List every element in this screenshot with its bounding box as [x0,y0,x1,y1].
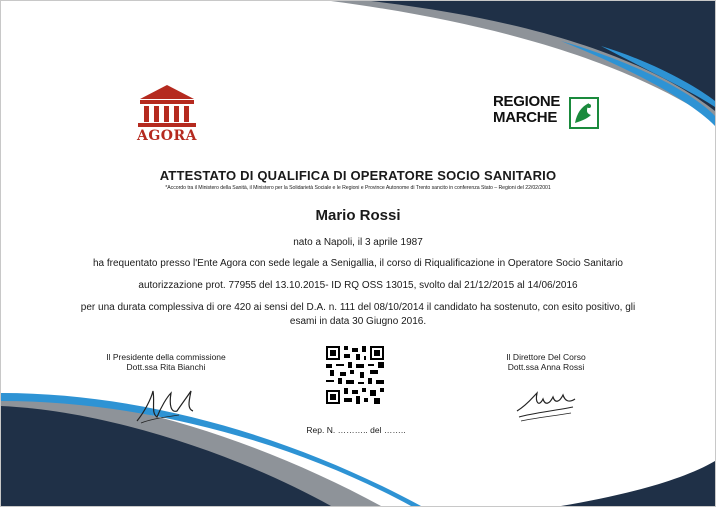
left-signature-name: Dott.ssa Rita Bianchi [126,362,206,372]
left-signature-role: Il Presidente della commissione [106,352,226,362]
right-signature-image [513,383,581,425]
birth-info: nato a Napoli, il 3 aprile 1987 [293,237,423,248]
right-signature-block [471,352,621,372]
marche-emblem-icon [569,97,599,129]
regione-marche-text: REGIONE MARCHE [493,93,561,126]
regione-marche-logo [493,94,603,134]
certificate-title: ATTESTATO DI QUALIFICA DI OPERATORE SOCIO SANITARIO [159,168,557,183]
duration-info-line1: per una durata complessiva di ore 420 ai sensi del D.A. n. 111 del 08/10/2014 il candidato ha sostenuto, con esito positivo, gli [80,302,636,313]
agreement-note: *Accordo tra il Ministero della Sanità, il Ministero per la Solidarietà Sociale e le Regioni e Province Autonome di Trento sancito in conferenza Stato – Regioni del 22/02/2001 [165,185,551,191]
temple-icon [126,83,208,129]
recipient-name: Mario Rossi [315,207,401,224]
agora-logo [126,83,208,147]
right-signature-name: Dott.ssa Anna Rossi [507,362,585,372]
qr-code-icon [326,346,384,404]
authorization-info: autorizzazione prot. 77955 del 13.10.2015- ID RQ OSS 13015, svolto dal 21/12/2015 al 14/06/2016 [138,280,578,291]
left-signature-block [91,352,241,372]
repertory-number: Rep. N. ……….. del …….. [306,425,406,435]
agora-logo-text: AGORA [136,128,197,144]
course-info: ha frequentato presso l'Ente Agora con sede legale a Senigallia, il corso di Riqualificazione in Operatore Socio Sanitario [92,258,623,269]
duration-info-line2: esami in data 30 Giugno 2016. [289,316,427,327]
left-signature-image [131,381,201,427]
right-signature-role: Il Direttore Del Corso [506,352,586,362]
